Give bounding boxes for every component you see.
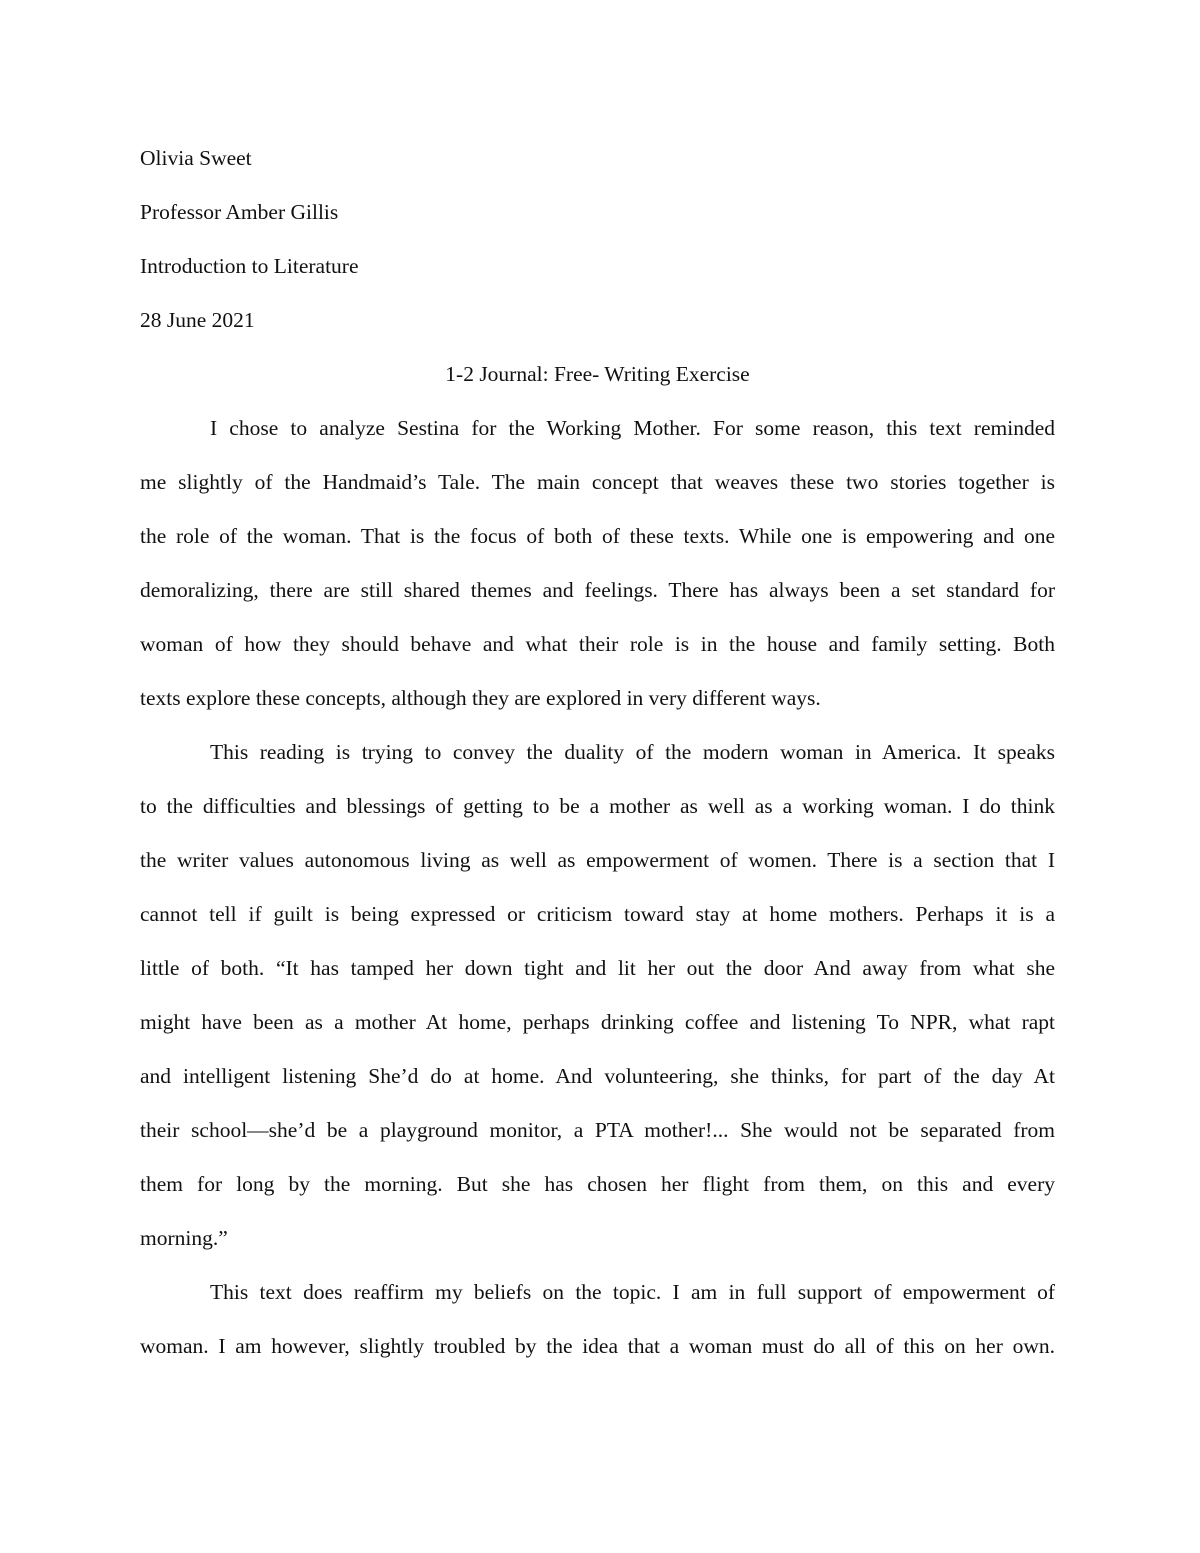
- paragraph-2: [140, 725, 1055, 1265]
- paragraph-1: [140, 401, 1055, 725]
- paragraph-line: the role of the woman. That is the focus of both of these texts. While one is empowering and one: [140, 524, 1055, 548]
- document-date: 28 June 2021: [140, 308, 255, 332]
- professor-name: Professor Amber Gillis: [140, 200, 339, 224]
- paragraph-line: might have been as a mother At home, perhaps drinking coffee and listening To NPR, what rapt: [140, 1010, 1055, 1034]
- paragraph-line: woman of how they should behave and what their role is in the house and family setting. Both: [140, 632, 1055, 656]
- paragraph-line: to the difficulties and blessings of getting to be a mother as well as a working woman. I do think: [140, 794, 1055, 818]
- paragraph-line: demoralizing, there are still shared themes and feelings. There has always been a set standard for: [140, 578, 1055, 602]
- paragraph-line: This text does reaffirm my beliefs on the topic. I am in full support of empowerment of: [210, 1280, 1055, 1304]
- paragraph-3: [140, 1265, 1055, 1373]
- paragraph-line: woman. I am however, slightly troubled by the idea that a woman must do all of this on her own.: [140, 1334, 1055, 1358]
- paragraph-line: little of both. “It has tamped her down tight and lit her out the door And away from what she: [140, 956, 1055, 980]
- paragraph-line: them for long by the morning. But she has chosen her flight from them, on this and every: [140, 1172, 1055, 1196]
- paragraph-line: their school—she’d be a playground monitor, a PTA mother!... She would not be separated from: [140, 1118, 1055, 1142]
- paragraph-line: morning.”: [140, 1226, 228, 1250]
- paragraph-line: I chose to analyze Sestina for the Working Mother. For some reason, this text reminded: [210, 416, 1055, 440]
- paragraph-line: and intelligent listening She’d do at home. And volunteering, she thinks, for part of the day At: [140, 1064, 1055, 1088]
- paragraph-line: the writer values autonomous living as well as empowerment of women. There is a section that I: [140, 848, 1055, 872]
- document-body: [140, 131, 1055, 1373]
- paragraph-line: This reading is trying to convey the duality of the modern woman in America. It speaks: [210, 740, 1055, 764]
- paragraph-line: me slightly of the Handmaid’s Tale. The main concept that weaves these two stories together is: [140, 470, 1055, 494]
- document-title: 1-2 Journal: Free- Writing Exercise: [445, 362, 750, 386]
- paragraph-line: cannot tell if guilt is being expressed or criticism toward stay at home mothers. Perhaps it is a: [140, 902, 1055, 926]
- paragraph-line: texts explore these concepts, although they are explored in very different ways.: [140, 686, 821, 710]
- author-name: Olivia Sweet: [140, 146, 252, 170]
- course-name: Introduction to Literature: [140, 254, 359, 278]
